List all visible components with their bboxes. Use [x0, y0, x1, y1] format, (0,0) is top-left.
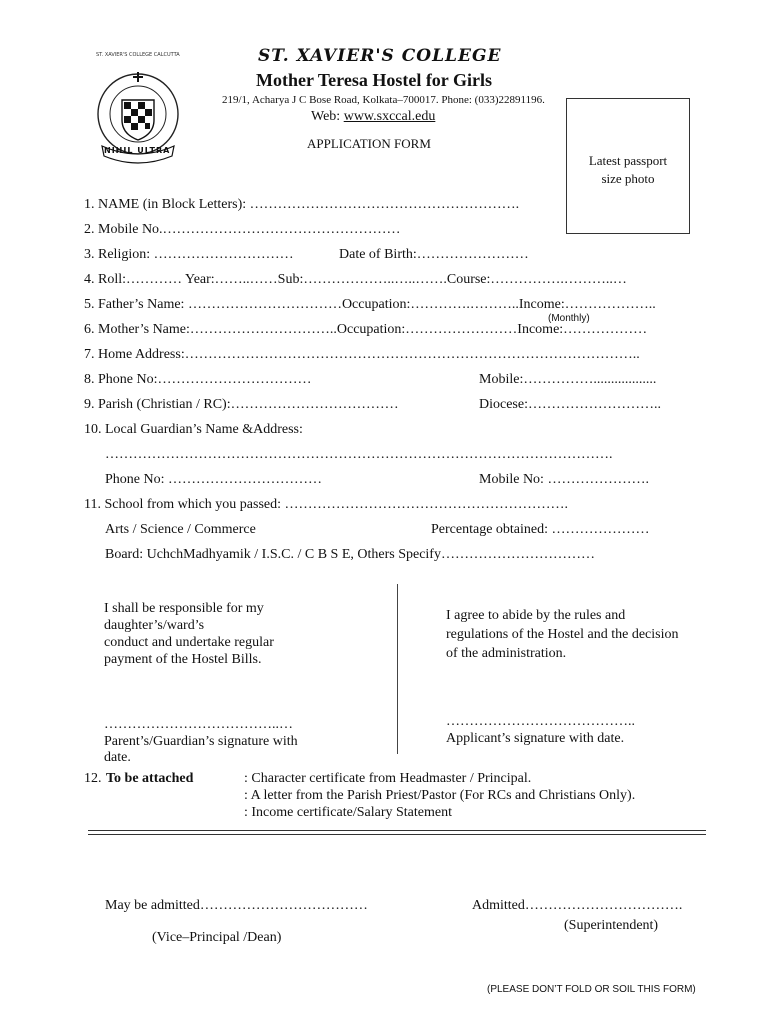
field-local-guardian: 10. Local Guardian’s Name &Address: — [84, 422, 303, 437]
field-mobile[interactable]: 2. Mobile No.…………………………………………… — [84, 222, 401, 237]
field-stream[interactable]: Arts / Science / Commerce — [105, 522, 256, 537]
photo-caption-line2: size photo — [601, 171, 655, 186]
parent-signature-label-line1: Parent’s/Guardian’s signature with — [104, 734, 298, 749]
parent-signature-label — [104, 734, 298, 766]
field-guardian-mobile[interactable]: Mobile No: …………………. — [479, 472, 649, 487]
crest-motto: NIHIL ULTRA — [104, 146, 171, 155]
attach-label: To be attached — [106, 771, 194, 786]
superintendent-label: (Superintendent) — [564, 918, 659, 933]
applicant-declaration — [446, 606, 679, 663]
form-title: APPLICATION FORM — [307, 136, 431, 151]
photo-caption — [566, 152, 690, 188]
parent-declaration-line1: I shall be responsible for my — [104, 601, 264, 616]
field-religion[interactable]: 3. Religion: ………………………… — [84, 247, 294, 262]
college-name: ST. XAVIER'S COLLEGE — [258, 46, 502, 66]
parent-declaration-line3: conduct and undertake regular — [104, 635, 274, 650]
applicant-signature-label: Applicant’s signature with date. — [446, 731, 625, 746]
admitted[interactable]: Admitted……………………………. — [472, 898, 683, 913]
college-website — [311, 109, 435, 125]
hostel-name: Mother Teresa Hostel for Girls — [256, 70, 492, 90]
crest-ring-text: ST. XAVIER'S COLLEGE CALCUTTA — [96, 52, 180, 58]
web-url[interactable]: www.sxccal.edu — [343, 109, 436, 124]
parent-declaration — [104, 600, 274, 668]
applicant-signature-line[interactable]: ………………………………….. — [446, 714, 635, 729]
monthly-note: (Monthly) — [548, 313, 590, 324]
attach-item: : Character certificate from Headmaster / Principal. — [244, 771, 532, 786]
field-board[interactable]: Board: UchchMadhyamik / I.S.C. / C B S E, Others Specify…………………………… — [105, 547, 595, 562]
vice-principal-label: (Vice–Principal /Dean) — [152, 930, 282, 945]
field-father[interactable]: 5. Father’s Name: ……………………………Occupation:………….………..Income:……………….. — [84, 297, 656, 312]
field-percentage[interactable]: Percentage obtained: ………………… — [431, 522, 650, 537]
declaration-divider — [397, 584, 398, 754]
may-be-admitted[interactable]: May be admitted……………………………… — [105, 898, 368, 913]
field-home-address[interactable]: 7. Home Address:…………………………………………………………………………………….. — [84, 347, 640, 362]
field-parish[interactable]: 9. Parish (Christian / RC):……………………………… — [84, 397, 399, 412]
field-mother[interactable]: 6. Mother’s Name:…………………………..Occupation:……………………Income:……………… — [84, 322, 648, 337]
field-school[interactable]: 11. School from which you passed: ……………………………………………………. — [84, 497, 569, 512]
attach-item: : Income certificate/Salary Statement — [244, 805, 452, 820]
parent-signature-line[interactable]: ………………………………..… — [104, 717, 293, 732]
field-diocese[interactable]: Diocese:……………………….. — [479, 397, 661, 412]
attach-number: 12. — [84, 771, 102, 786]
field-mobile-2[interactable]: Mobile:…………….................. — [479, 372, 657, 387]
parent-declaration-line2: daughter’s/ward’s — [104, 618, 205, 633]
photo-caption-line1: Latest passport — [588, 153, 668, 168]
field-guardian-phone[interactable]: Phone No: …………………………… — [105, 472, 322, 487]
divider-rule-top — [88, 830, 706, 831]
college-address: 219/1, Acharya J C Bose Road, Kolkata–700017. Phone: (033)22891196. — [222, 94, 545, 106]
field-name[interactable]: 1. NAME (in Block Letters): …………………………………………………. — [84, 197, 520, 212]
applicant-declaration-line1: I agree to abide by the rules and — [446, 608, 626, 623]
attach-item: : A letter from the Parish Priest/Pastor (For RCs and Christians Only). — [244, 788, 636, 803]
field-local-guardian-line[interactable]: ………………………………………………………………………………………………. — [105, 447, 613, 462]
field-roll-year-sub-course[interactable]: 4. Roll:………… Year:……..……Sub:………………..…..…….Course:…………….………..… — [84, 272, 627, 287]
field-phone[interactable]: 8. Phone No:…………………………… — [84, 372, 312, 387]
parent-declaration-line4: payment of the Hostel Bills. — [104, 652, 262, 667]
web-label: Web: — [311, 109, 344, 124]
applicant-declaration-line2: regulations of the Hostel and the decision — [446, 627, 679, 642]
divider-rule-bottom — [88, 834, 706, 835]
footer-note: (PLEASE DON’T FOLD OR SOIL THIS FORM) — [487, 984, 696, 995]
parent-signature-label-line2: date. — [104, 750, 131, 765]
field-dob[interactable]: Date of Birth:…………………… — [339, 247, 529, 262]
applicant-declaration-line3: of the administration. — [446, 646, 567, 661]
